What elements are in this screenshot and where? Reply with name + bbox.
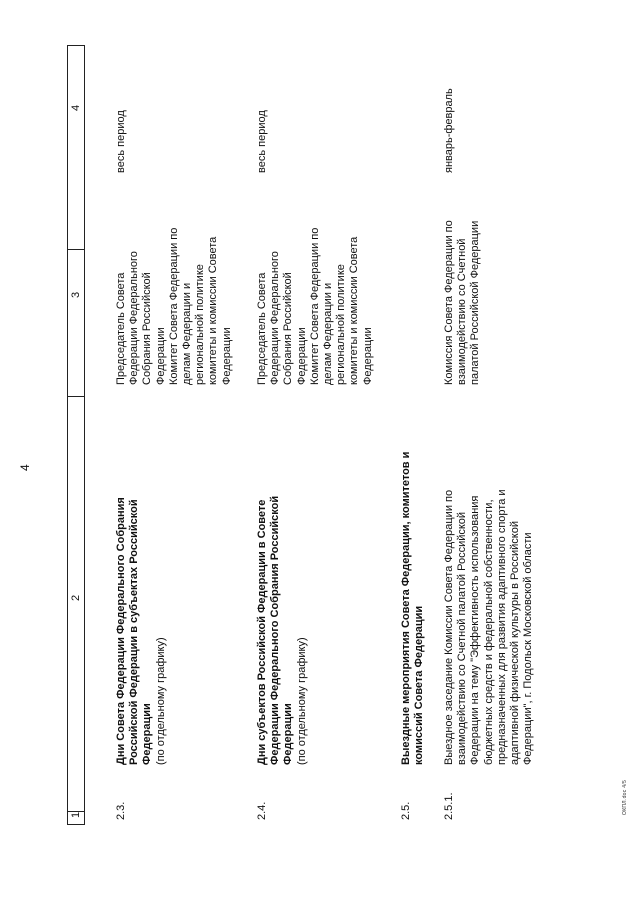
footer-code: ОКПЛ.doc 4/5: [622, 779, 628, 815]
row-note: (по отдельному графику): [154, 637, 167, 765]
row-period: весь период: [115, 110, 127, 173]
row-description: Выездное заседание Комиссии Совета Федерации по взаимодействию со Счетной палатой Российской Федерации на тему "Эффективность использования бюджетных средств и федеральной собственности, предназначенных для развития адаптивного спорта и адаптивной физической культуры в Российской Федерации", г. Подольск Московской области: [443, 489, 535, 765]
row-period: январь-февраль: [443, 88, 455, 173]
row-note: (по отдельному графику): [295, 637, 308, 765]
row-responsible: Председатель Совета Федерации Федерального Собрания Российской Федерации Комитет Совета Федерации по делам Федерации и региональной политике комитеты и комиссии Совета Федерации: [115, 227, 233, 385]
row-responsible: Комиссия Совета Федерации по взаимодействию со Счетной палатой Российской Федерации: [443, 220, 482, 385]
page-number: 4: [18, 464, 32, 471]
row-title: Дни субъектов Российской Федерации в Совете Федерации Федерального Собрания Российской Федерации (по отдельному графику): [256, 405, 309, 765]
header-divider-3: [67, 249, 85, 250]
table-header: [67, 45, 85, 825]
row-period: весь период: [256, 110, 268, 173]
header-divider-1: [67, 811, 85, 812]
row-number: 2.4.: [256, 801, 268, 820]
header-divider-2: [67, 396, 85, 397]
row-title: Дни Совета Федерации Федерального Собрания Российской Федерации в субъектах Российской Федерации (по отдельному графику): [115, 405, 168, 765]
row-responsible: Председатель Совета Федерации Федерального Собрания Российской Федерации Комитет Совета Федерации по делам Федерации и региональной политике комитеты и комиссии Совета Федерации: [256, 227, 374, 385]
row-number: 2.5.1.: [443, 792, 455, 820]
header-col-4: 4: [70, 104, 82, 111]
header-col-1: 1: [70, 811, 82, 818]
header-col-3: 3: [70, 291, 82, 298]
row-title: Выездные мероприятия Совета Федерации, комитетов и комиссий Совета Федерации: [400, 451, 426, 765]
row-number: 2.3.: [115, 801, 127, 820]
header-col-2: 2: [70, 594, 82, 601]
row-number: 2.5.: [400, 801, 412, 820]
